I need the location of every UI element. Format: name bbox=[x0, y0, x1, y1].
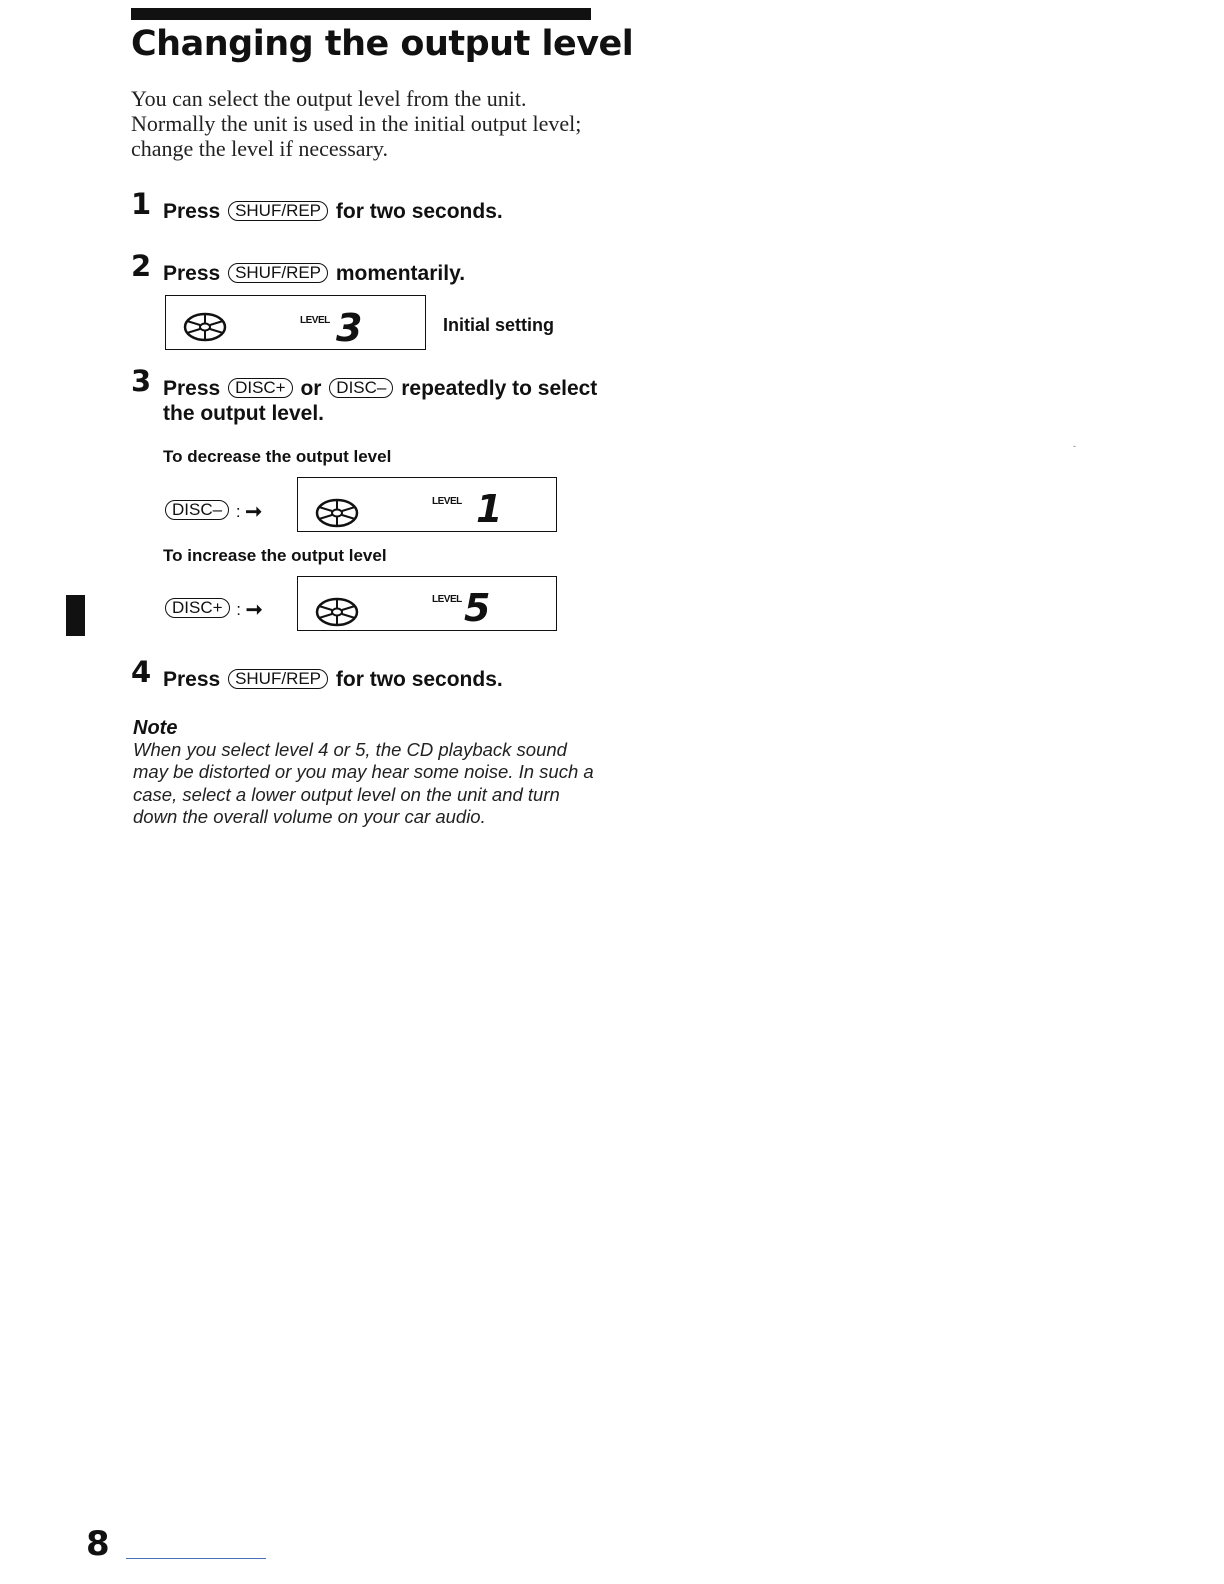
disc-icon bbox=[183, 312, 227, 342]
step-number: 2 bbox=[131, 249, 152, 283]
step-verb: Press bbox=[163, 200, 221, 223]
step-text bbox=[163, 667, 613, 692]
note-title: Note bbox=[133, 717, 178, 739]
step-action: for two seconds. bbox=[335, 200, 503, 223]
intro-paragraph: You can select the output level from the unit. Normally the unit is used in the initial output level; change the level if necessary. bbox=[131, 86, 582, 161]
level-value: 5 bbox=[464, 586, 491, 630]
display-increase bbox=[297, 576, 557, 631]
decrease-heading: To decrease the output level bbox=[163, 447, 392, 466]
footer-rule bbox=[126, 1558, 266, 1559]
level-label: LEVEL bbox=[432, 594, 462, 605]
page-title: Changing the output level bbox=[131, 24, 634, 64]
colon: : bbox=[236, 600, 242, 619]
note-text: When you select level 4 or 5, the CD playback sound may be distorted or you may hear some noise. In such a case, select a lower output level on the unit and turn down the overall volume on your car audio. bbox=[133, 739, 594, 828]
section-marker bbox=[66, 595, 85, 636]
arrow-icon: ➞ bbox=[245, 501, 263, 523]
increase-heading: To increase the output level bbox=[163, 546, 387, 565]
display-decrease bbox=[297, 477, 557, 532]
step-text bbox=[163, 199, 613, 224]
step-text bbox=[163, 376, 613, 426]
scan-speck: - bbox=[1073, 441, 1076, 451]
arrow-icon: ➞ bbox=[245, 599, 263, 621]
step-verb: Press bbox=[163, 377, 221, 400]
step-number: 1 bbox=[131, 187, 152, 221]
step-action: for two seconds. bbox=[335, 668, 503, 691]
display-initial bbox=[165, 295, 426, 350]
disc-plus-key: DISC+ bbox=[228, 378, 293, 398]
disc-minus-key: DISC– bbox=[165, 500, 229, 520]
level-value: 1 bbox=[476, 487, 503, 531]
shuf-rep-key: SHUF/REP bbox=[228, 669, 328, 689]
page-number: 8 bbox=[86, 1524, 110, 1564]
disc-minus-key: DISC– bbox=[329, 378, 393, 398]
step-conjunction: or bbox=[300, 377, 322, 400]
increase-key-row bbox=[163, 597, 263, 622]
decrease-key-row bbox=[163, 499, 262, 524]
step-verb: Press bbox=[163, 262, 221, 285]
step-text bbox=[163, 261, 613, 286]
shuf-rep-key: SHUF/REP bbox=[228, 201, 328, 221]
disc-icon bbox=[315, 498, 359, 528]
level-label: LEVEL bbox=[432, 496, 462, 507]
step-action: momentarily. bbox=[335, 262, 466, 285]
level-value: 3 bbox=[336, 306, 363, 350]
step-verb: Press bbox=[163, 668, 221, 691]
shuf-rep-key: SHUF/REP bbox=[228, 263, 328, 283]
step-number: 4 bbox=[131, 655, 152, 689]
title-rule bbox=[131, 8, 591, 20]
colon: : bbox=[235, 502, 241, 521]
disc-plus-key: DISC+ bbox=[165, 598, 230, 618]
disc-icon bbox=[315, 597, 359, 627]
initial-setting-caption: Initial setting bbox=[443, 315, 555, 335]
step-number: 3 bbox=[131, 364, 152, 398]
step-action: repeatedly to select the output level. bbox=[163, 377, 598, 425]
level-label: LEVEL bbox=[300, 315, 330, 326]
